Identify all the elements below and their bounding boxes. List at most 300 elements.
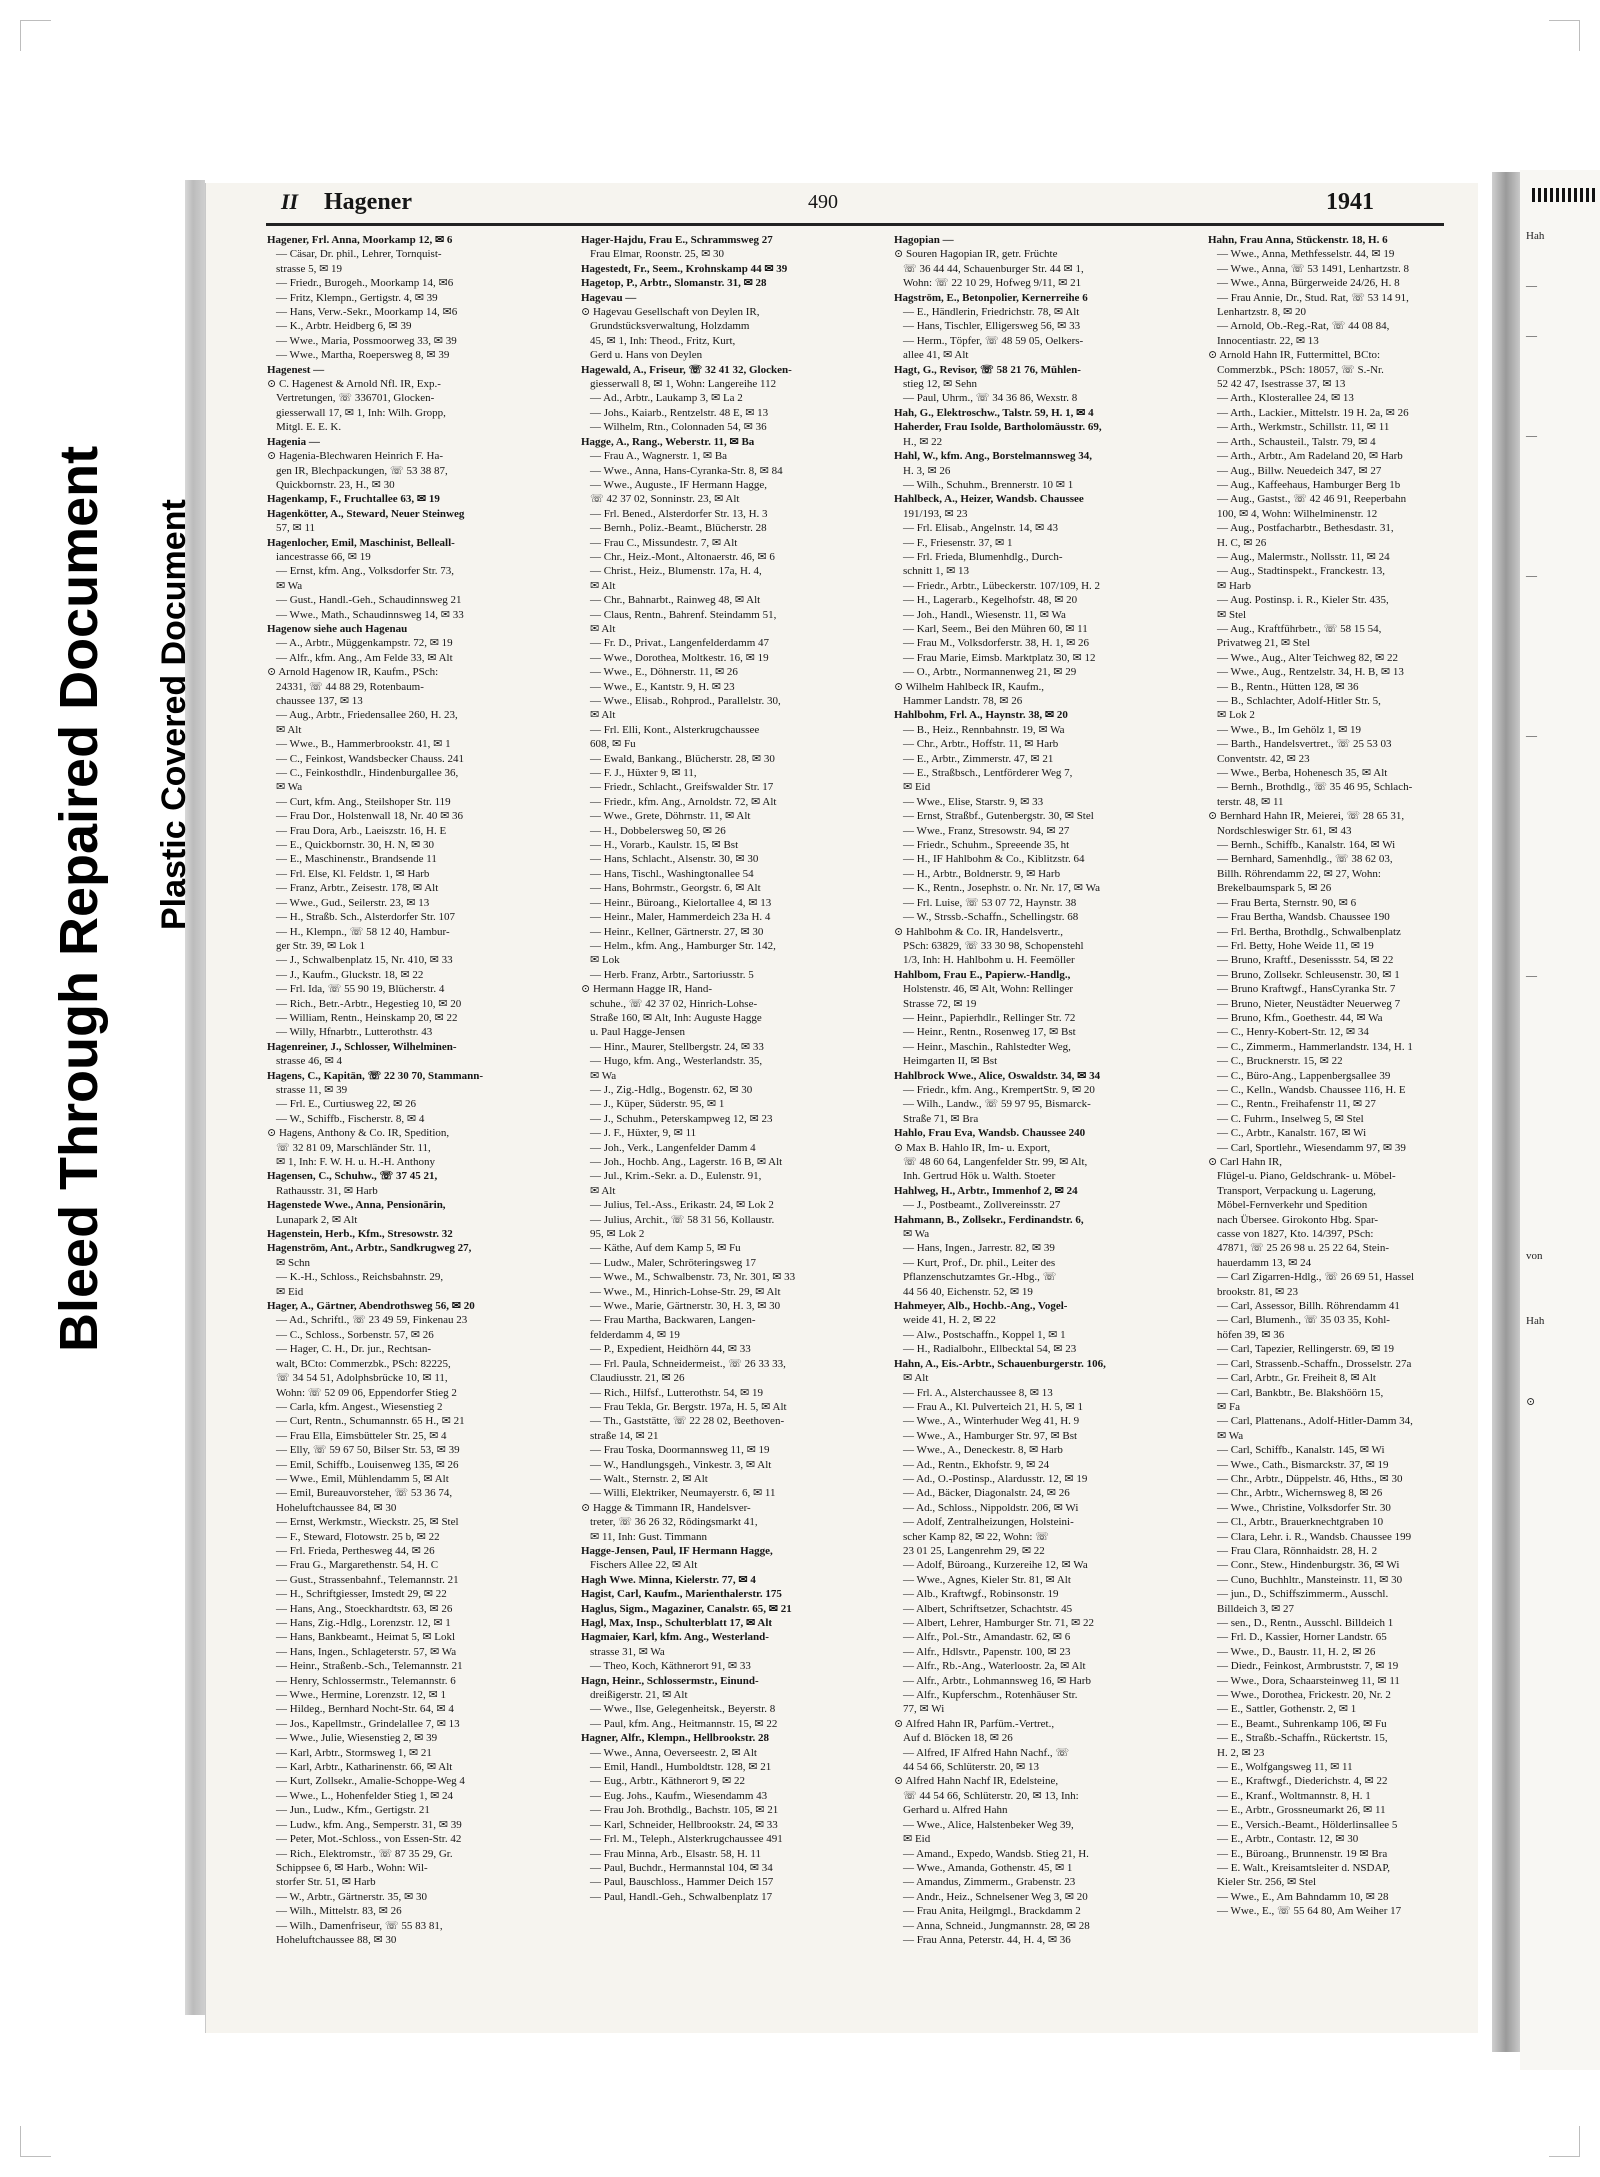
directory-entry: Hahmeyer, Alb., Hochb.-Ang., Vogel- xyxy=(894,1300,1068,1313)
directory-entry: Inh. Gertrud Hök u. Walth. Stoeter xyxy=(903,1170,1056,1183)
directory-entry: — Paul, Handl.-Geh., Schwalbenplatz 17 xyxy=(590,1890,773,1903)
directory-entry: — E., Kranf., Woltmannstr. 8, H. 1 xyxy=(1217,1789,1371,1802)
directory-entry: ✉ Eid xyxy=(903,1833,931,1846)
directory-entry: — Arth., Lackier., Mittelstr. 19 H. 2a, ✉ 26 xyxy=(1217,406,1409,419)
directory-entry: — Frau Joh. Brothdlg., Bachstr. 105, ✉ 21 xyxy=(590,1804,779,1817)
directory-entry: — Aug., Billw. Neuedeich 347, ✉ 27 xyxy=(1217,464,1382,477)
directory-entry: — Frl. Else, Kl. Feldstr. 1, ✉ Harb xyxy=(276,867,430,880)
directory-entry: — Wwe., Anna, ☏ 53 1491, Lenhartzstr. 8 xyxy=(1217,262,1409,275)
directory-entry: strasse 5, ✉ 19 xyxy=(276,262,343,275)
directory-entry: — Alfr., kfm. Ang., Am Felde 33, ✉ Alt xyxy=(276,651,453,664)
directory-entry: — C., Arbtr., Kanalstr. 167, ✉ Wi xyxy=(1217,1127,1367,1140)
directory-entry: — C., Brucknerstr. 15, ✉ 22 xyxy=(1217,1055,1343,1068)
directory-entry: — William, Rentn., Heinskamp 20, ✉ 22 xyxy=(276,1011,458,1024)
directory-entry: — J., Postbeamt., Zollvereinsstr. 27 xyxy=(903,1199,1061,1212)
directory-entry: 191/193, ✉ 23 xyxy=(903,507,968,520)
directory-entry: — Aug., Kraftführbetr., ☏ 58 15 54, xyxy=(1217,622,1382,635)
directory-entry: — Adolf, Zentralheizungen, Holsteini- xyxy=(903,1516,1074,1529)
directory-entry: schuhe., ☏ 42 37 02, Hinrich-Lohse- xyxy=(590,997,758,1010)
directory-entry: ✉ Wa xyxy=(1217,1429,1244,1442)
directory-entry: Mitgl. E. E. K. xyxy=(276,421,342,434)
directory-entry: Flügel-u. Piano, Geldschrank- u. Möbel- xyxy=(1217,1170,1396,1183)
directory-entry: — Frl. E., Curtiusweg 22, ✉ 26 xyxy=(276,1098,416,1111)
directory-entry: — K., Arbtr. Heidberg 6, ✉ 39 xyxy=(276,320,412,333)
directory-entry: — Bernh., Brothdlg., ☏ 35 46 95, Schlach- xyxy=(1217,781,1413,794)
directory-entry: Hagenkötter, A., Steward, Neuer Steinweg xyxy=(267,507,465,520)
page-title: Hagener xyxy=(324,189,412,215)
directory-entry: Billh. Röhrendamm 22, ✉ 27, Wohn: xyxy=(1217,867,1381,880)
directory-entry: — Wwe., Dorothea, Moltkestr. 16, ✉ 19 xyxy=(590,651,769,664)
directory-entry: — Wwe., Ilse, Gelegenheitsk., Beyerstr. 8 xyxy=(590,1703,776,1716)
directory-entry: — B., Heiz., Rennbahnstr. 19, ✉ Wa xyxy=(903,723,1065,736)
directory-entry: — Hans, Tischler, Elligersweg 56, ✉ 33 xyxy=(903,320,1081,333)
directory-entry: ⊙ Hagevau Gesellschaft von Deylen IR, xyxy=(581,306,760,319)
directory-entry: casse von 1827, Kto. 14/397, PSch: xyxy=(1217,1228,1374,1241)
directory-entry: Hagenow siehe auch Hagenau xyxy=(267,622,408,635)
directory-entry: Hammer Landstr. 78, ✉ 26 xyxy=(903,695,1023,707)
directory-entry: — Wwe., Aug., Alter Teichweg 82, ✉ 22 xyxy=(1217,651,1398,664)
directory-entry: ✉ Wa xyxy=(903,1228,930,1241)
directory-entry: — Wwe., Marie, Gärtnerstr. 30, H. 3, ✉ 30 xyxy=(590,1300,781,1313)
directory-entry: — Wwe., Amanda, Gothenstr. 45, ✉ 1 xyxy=(903,1861,1073,1874)
directory-entry: ⊙ Hagge & Timmann IR, Handelsver- xyxy=(581,1501,751,1514)
directory-entry: Hahl, W., kfm. Ang., Borstelmannsweg 34, xyxy=(894,450,1093,463)
directory-entry: Hagge-Jensen, Paul, IF Hermann Hagge, xyxy=(581,1544,773,1557)
directory-entry: — Carla, kfm. Angest., Wiesenstieg 2 xyxy=(276,1400,443,1413)
directory-entry: — Wwe., E., Am Bahndamm 10, ✉ 28 xyxy=(1217,1890,1389,1903)
directory-entry: — F. J., Hüxter 9, ✉ 11, xyxy=(590,767,697,780)
directory-entry: — Wwe., Alice, Halstenbeker Weg 39, xyxy=(903,1818,1074,1831)
directory-entry: Hagt, G., Revisor, ☏ 58 21 76, Mühlen- xyxy=(894,363,1081,376)
directory-entry: Brekelbaumspark 5, ✉ 26 xyxy=(1217,882,1332,895)
directory-entry: — Wwe., Aug., Rentzelstr. 34, H. B, ✉ 13 xyxy=(1217,666,1404,679)
plastic-covered-label: Plastic Covered Document xyxy=(155,499,193,930)
directory-entry: Quickbornstr. 23, H., ✉ 30 xyxy=(276,478,395,491)
directory-entry: — Alw., Postschaffn., Koppel 1, ✉ 1 xyxy=(903,1328,1066,1341)
directory-entry: Hagenia — xyxy=(267,435,320,448)
directory-entry: — E., Beamt., Suhrenkamp 106, ✉ Fu xyxy=(1217,1717,1387,1730)
directory-entry: Hahlo, Frau Eva, Wandsb. Chaussee 240 xyxy=(894,1127,1086,1140)
directory-entry: gen IR, Blechpackungen, ☏ 53 38 87, xyxy=(276,464,448,477)
directory-entry: ⊙ Alfred Hahn Nachf IR, Edelsteine, xyxy=(894,1775,1059,1788)
directory-entry: — Hugo, kfm. Ang., Westerlandstr. 35, xyxy=(590,1055,763,1068)
directory-entry: — Rich., Betr.-Arbtr., Hegestieg 10, ✉ 20 xyxy=(276,997,462,1010)
directory-entry: — B., Rentn., Hütten 128, ✉ 36 xyxy=(1217,680,1359,693)
directory-entry: — A., Arbtr., Müggenkampstr. 72, ✉ 19 xyxy=(276,637,453,650)
directory-entry: ⊙ C. Hagenest & Arnold Nfl. IR, Exp.- xyxy=(267,378,441,391)
directory-entry: — Ad., Rentn., Ekhofstr. 9, ✉ 24 xyxy=(903,1458,1050,1471)
directory-entry: — Carl, Schiffb., Kanalstr. 145, ✉ Wi xyxy=(1217,1444,1385,1457)
directory-entry: — W., Strssb.-Schaffn., Schellingstr. 68 xyxy=(903,911,1079,924)
directory-entry: 77, ✉ Wi xyxy=(903,1703,945,1716)
directory-entry: — Bruno, Kraftf., Desenissstr. 54, ✉ 22 xyxy=(1217,954,1394,967)
directory-entry: — Frau Dor., Holstenwall 18, Nr. 40 ✉ 36 xyxy=(276,810,464,823)
directory-entry: — Frau A., Wagnerstr. 1, ✉ Ba xyxy=(590,450,728,463)
directory-entry: — Wwe., B., Im Gehölz 1, ✉ 19 xyxy=(1217,723,1362,736)
directory-entry: — Chr., Arbtr., Wichernsweg 8, ✉ 26 xyxy=(1217,1487,1383,1500)
directory-entry: — E., Quickbornstr. 30, H. N, ✉ 30 xyxy=(276,839,435,852)
directory-entry: ✉ Schn xyxy=(276,1256,310,1269)
directory-entry: 52 42 47, Isestrasse 37, ✉ 13 xyxy=(1217,378,1346,391)
directory-entry: — Diedr., Feinkost, Armbruststr. 7, ✉ 19 xyxy=(1217,1660,1399,1673)
directory-entry: — C., Kelln., Wandsb. Chaussee 116, H. E xyxy=(1217,1083,1406,1096)
directory-entry: terstr. 48, ✉ 11 xyxy=(1217,795,1284,808)
directory-entry: ✉ Alt xyxy=(590,1184,616,1197)
page-fold-shadow xyxy=(1492,172,1520,2052)
directory-entry: — Emil, Schiffb., Louisenweg 135, ✉ 26 xyxy=(276,1458,459,1471)
directory-entry: — Frau Toska, Doormannsweg 11, ✉ 19 xyxy=(590,1444,770,1457)
directory-entry: ✉ Eid xyxy=(276,1285,304,1298)
directory-entry: Hoheluftchaussee 84, ✉ 30 xyxy=(276,1501,397,1514)
directory-entry: Fischers Allee 22, ✉ Alt xyxy=(590,1559,698,1572)
directory-entry: — J., Schwalbenplatz 15, Nr. 410, ✉ 33 xyxy=(276,954,453,967)
directory-entry: ✉ Lok xyxy=(590,954,620,967)
directory-entry: — Conr., Stew., Hindenburgstr. 36, ✉ Wi xyxy=(1217,1559,1400,1572)
directory-entry: — Peter, Mot.-Schloss., von Essen-Str. 42 xyxy=(276,1833,462,1846)
directory-entry: ✉ Fa xyxy=(1217,1400,1240,1413)
directory-entry: ☏ 32 81 09, Marschländer Str. 11, xyxy=(276,1141,431,1154)
directory-entry: Lunapark 2, ✉ Alt xyxy=(276,1213,358,1226)
directory-entry: — Frl. Paula, Schneidermeist., ☏ 26 33 33, xyxy=(590,1357,786,1370)
directory-entry: ger Str. 39, ✉ Lok 1 xyxy=(276,939,365,952)
directory-entry: — Cl., Arbtr., Brauerknechtgraben 10 xyxy=(1217,1516,1384,1529)
directory-entry: ☏ 48 60 64, Langenfelder Str. 99, ✉ Alt, xyxy=(903,1156,1088,1168)
next-page-fragment xyxy=(1520,170,1600,2070)
directory-entry: Commerzbk., PSch: 18057, ☏ S.-Nr. xyxy=(1217,363,1384,376)
directory-entry: Vertretungen, ☏ 336701, Glocken- xyxy=(276,392,435,405)
directory-entry: Hagist, Carl, Kaufm., Marienthalerstr. 175 xyxy=(581,1588,782,1601)
directory-entry: — Curt, kfm. Ang., Steilshoper Str. 119 xyxy=(276,795,451,808)
directory-entry: Hagenlocher, Emil, Maschinist, Belleall- xyxy=(267,536,455,549)
directory-entry: — Frl. A., Alsterchaussee 8, ✉ 13 xyxy=(903,1386,1053,1399)
directory-entry: — E., Straßbsch., Lentförderer Weg 7, xyxy=(903,767,1073,780)
directory-entry: — Arth., Schausteil., Talstr. 79, ✉ 4 xyxy=(1217,435,1376,448)
page-header xyxy=(206,183,1478,227)
directory-entry: — Wwe., A., Winterhuder Weg 41, H. 9 xyxy=(903,1415,1080,1428)
directory-entry: — Adolf, Büroang., Kurzereihe 12, ✉ Wa xyxy=(903,1559,1088,1572)
directory-entry: — Frau Bertha, Wandsb. Chaussee 190 xyxy=(1217,911,1390,924)
directory-entry: Frau Elmar, Roonstr. 25, ✉ 30 xyxy=(590,248,725,261)
directory-entry: — Frl. Elisab., Angelnstr. 14, ✉ 43 xyxy=(903,522,1058,535)
directory-entry: — Carl, Sportlehr., Wiesendamm 97, ✉ 39 xyxy=(1217,1141,1406,1154)
directory-entry: — Wilh., Landw., ☏ 59 97 95, Bismarck- xyxy=(903,1098,1091,1111)
directory-entry: Straße 160, ✉ Alt, Inh: Auguste Hagge xyxy=(590,1011,762,1024)
directory-entry: — H., Dobbelersweg 50, ✉ 26 xyxy=(590,824,726,837)
directory-entry: ⊙ Souren Hagopian IR, getr. Früchte xyxy=(894,248,1058,261)
directory-entry: — Wwe., Agnes, Kieler Str. 81, ✉ Alt xyxy=(903,1573,1071,1586)
directory-entry: H. C, ✉ 26 xyxy=(1217,536,1267,549)
directory-entry: H., ✉ 22 xyxy=(903,435,943,448)
directory-entry: — Kurt, Prof., Dr. phil., Leiter des xyxy=(903,1256,1056,1269)
directory-entry: — Carl, Bankbtr., Be. Blakshöörn 15, xyxy=(1217,1386,1384,1399)
directory-entry: — Barth., Handelsvertret., ☏ 25 53 03 xyxy=(1217,738,1392,751)
directory-entry: ⊙ Arnold Hagenow IR, Kaufm., PSch: xyxy=(267,666,439,679)
directory-entry: — Joh., Handl., Wiesenstr. 11, ✉ Wa xyxy=(903,608,1066,621)
directory-entry: ✉ Alt xyxy=(590,579,616,592)
directory-entry: — Arth., Werkmstr., Schillstr. 11, ✉ 11 xyxy=(1217,421,1390,434)
directory-entry: — Frau Martha, Backwaren, Langen- xyxy=(590,1314,756,1327)
directory-entry: — Ad., O.-Postinsp., Alardusstr. 12, ✉ 19 xyxy=(903,1472,1088,1485)
directory-entry: — Aug., Postfacharbtr., Bethesdastr. 31, xyxy=(1217,522,1394,535)
directory-entry: Auf d. Blöcken 18, ✉ 26 xyxy=(903,1732,1013,1745)
directory-entry: — Frl. M., Teleph., Alsterkrugchaussee 491 xyxy=(590,1833,783,1846)
directory-entry: ✉ Eid xyxy=(903,781,931,794)
directory-entry: — Aug. Postinsp. i. R., Kieler Str. 435, xyxy=(1217,594,1389,607)
directory-entry: — Heinr., Kellner, Gärtnerstr. 27, ✉ 30 xyxy=(590,925,764,938)
directory-entry: — Käthe, Auf dem Kamp 5, ✉ Fu xyxy=(590,1242,741,1255)
directory-entry: Innocentiastr. 22, ✉ 13 xyxy=(1217,334,1319,347)
directory-entry: — Carl, Arbtr., Gr. Freiheit 8, ✉ Alt xyxy=(1217,1372,1376,1385)
directory-entry: 57, ✉ 11 xyxy=(276,522,316,535)
directory-entry: — Paul, Uhrm., ☏ 34 36 86, Wexstr. 8 xyxy=(903,392,1078,405)
directory-entry: Hagh Wwe. Minna, Kielerstr. 77, ✉ 4 xyxy=(581,1573,756,1586)
directory-entry: Hagmaier, Karl, kfm. Ang., Westerland- xyxy=(581,1631,769,1644)
directory-entry: — Theo, Koch, Käthnerort 91, ✉ 33 xyxy=(590,1660,751,1673)
directory-entry: — Alfr., Kupferschm., Rotenhäuser Str. xyxy=(903,1689,1078,1702)
crop-mark xyxy=(20,2126,51,2157)
directory-entry: — Friedr., kfm. Ang., KrempertStr. 9, ✉ 20 xyxy=(903,1083,1095,1096)
directory-entry: — Hans, Ingen., Jarrestr. 82, ✉ 39 xyxy=(903,1242,1055,1255)
next-page-header-bar xyxy=(1532,188,1598,202)
directory-entry: höfen 39, ✉ 36 xyxy=(1217,1328,1285,1341)
directory-entry: ✉ Alt xyxy=(276,723,302,736)
directory-entry: — Willy, Hfnarbtr., Lutterothstr. 43 xyxy=(276,1026,433,1039)
directory-entry: — E. Walt., Kreisamtsleiter d. NSDAP, xyxy=(1217,1861,1391,1874)
directory-entry: ✉ Wa xyxy=(590,1069,617,1082)
directory-entry: — J. F., Hüxter, 9, ✉ 11 xyxy=(590,1127,697,1140)
directory-entry: Haherder, Frau Isolde, Bartholomäusstr. 69, xyxy=(894,421,1102,434)
directory-entry: — Herm., Töpfer, ☏ 48 59 05, Oelkers- xyxy=(903,334,1084,347)
directory-entry: — Ernst, kfm. Ang., Volksdorfer Str. 73, xyxy=(276,565,455,578)
directory-entry: — Frl. Luise, ☏ 53 07 72, Haynstr. 38 xyxy=(903,896,1077,909)
directory-entry: — E., Händlerin, Friedrichstr. 78, ✉ Alt xyxy=(903,306,1080,319)
directory-entry: — Gust., Strassenbahnf., Telemannstr. 21 xyxy=(276,1573,459,1586)
next-page-line: — xyxy=(1526,570,1537,582)
directory-entry: Hagopian — xyxy=(894,234,954,246)
directory-entry: Hahlbeck, A., Heizer, Wandsb. Chaussee xyxy=(894,493,1084,506)
directory-entry: — E., Sattler, Gothenstr. 2, ✉ 1 xyxy=(1217,1703,1357,1716)
directory-entry: — Wwe., Anna, Methfesselstr. 44, ✉ 19 xyxy=(1217,248,1395,261)
directory-entry: — C., Feinkosthdlr., Hindenburgallee 36, xyxy=(276,767,459,780)
directory-entry: — Bruno Kraftwgf., HansCyranka Str. 7 xyxy=(1217,983,1396,996)
directory-entry: 95, ✉ Lok 2 xyxy=(590,1228,645,1241)
directory-entry: — K.-H., Schloss., Reichsbahnstr. 29, xyxy=(276,1271,444,1284)
directory-entry: — Hans, Ingen., Schlageterstr. 57, ✉ Wa xyxy=(276,1645,457,1658)
next-page-line: von xyxy=(1526,1250,1543,1262)
directory-entry: ⊙ Arnold Hahn IR, Futtermittel, BCto: xyxy=(1208,349,1381,362)
directory-entry: ✉ Alt xyxy=(590,622,616,635)
directory-entry: — Wilhelm, Rtn., Colonnaden 54, ✉ 36 xyxy=(590,421,767,434)
directory-entry: — Heinr., Straßenb.-Sch., Telemannstr. 21 xyxy=(276,1660,463,1673)
directory-entry: ✉ Wa xyxy=(276,781,303,794)
directory-entry: ⊙ Hermann Hagge IR, Hand- xyxy=(581,983,713,996)
directory-entry: Hagl, Max, Insp., Schulterblatt 17, ✉ Alt xyxy=(581,1617,773,1629)
directory-entry: — Ludw., Maler, Schröteringsweg 17 xyxy=(590,1256,756,1269)
directory-entry: — H., Straßb. Sch., Alsterdorfer Str. 107 xyxy=(276,911,456,924)
directory-entry: — Ad., Bäcker, Diagonalstr. 24, ✉ 26 xyxy=(903,1487,1070,1500)
directory-entry: — Wwe., Cath., Bismarckstr. 37, ✉ 19 xyxy=(1217,1458,1389,1471)
directory-entry: Hoheluftchaussee 88, ✉ 30 xyxy=(276,1933,397,1946)
directory-entry: — Amandus, Zimmerm., Grabenstr. 23 xyxy=(903,1876,1076,1889)
directory-entry: Kieler Str. 256, ✉ Stel xyxy=(1217,1876,1317,1889)
directory-entry: Hahn, Frau Anna, Stückenstr. 18, H. 6 xyxy=(1208,234,1388,246)
directory-entry: — Kurt, Zollsekr., Amalie-Schoppe-Weg 4 xyxy=(276,1775,465,1788)
directory-entry: felderdamm 4, ✉ 19 xyxy=(590,1328,680,1341)
directory-entry: — jun., D., Schiffszimmerm., Ausschl. xyxy=(1217,1588,1389,1601)
directory-entry: — Ewald, Bankang., Blücherstr. 28, ✉ 30 xyxy=(590,752,775,765)
directory-entry: — Frl. Frieda, Perthesweg 44, ✉ 26 xyxy=(276,1544,435,1557)
directory-entry: — Frl. Betty, Hohe Weide 11, ✉ 19 xyxy=(1217,939,1374,952)
header-rule xyxy=(266,223,1444,226)
directory-entry: — Frau Clara, Rönnhaidstr. 28, H. 2 xyxy=(1217,1544,1378,1557)
directory-entry: — Carl, Assessor, Billh. Röhrendamm 41 xyxy=(1217,1300,1400,1313)
directory-entry: Hagenström, Ant., Arbtr., Sandkrugweg 27, xyxy=(267,1242,472,1255)
directory-entry: — Wwe., A., Deneckestr. 8, ✉ Harb xyxy=(903,1444,1063,1457)
directory-entry: Wohn: ☏ 22 10 29, Hofweg 9/11, ✉ 21 xyxy=(903,277,1082,290)
directory-entry: — Paul, Buchdr., Hermannstal 104, ✉ 34 xyxy=(590,1861,773,1874)
directory-entry: Hagström, E., Betonpolier, Kernerreihe 6 xyxy=(894,291,1088,304)
directory-entry: — Walt., Sternstr. 2, ✉ Alt xyxy=(590,1472,708,1485)
directory-column-4 xyxy=(1208,233,1444,2023)
directory-entry: ☏ 42 37 02, Sonninstr. 23, ✉ Alt xyxy=(590,493,740,506)
directory-entry: — Wwe., Gud., Seilerstr. 23, ✉ 13 xyxy=(276,896,430,909)
directory-entry: — F., Friesenstr. 37, ✉ 1 xyxy=(903,536,1013,549)
directory-entry: — W., Schiffb., Fischerstr. 8, ✉ 4 xyxy=(276,1112,425,1125)
directory-entry: Hagevau — xyxy=(581,291,637,304)
directory-entry: — Frau Anna, Peterstr. 44, H. 4, ✉ 36 xyxy=(903,1933,1071,1946)
directory-entry: ☏ 36 44 44, Schauenburger Str. 44 ✉ 1, xyxy=(903,262,1084,275)
directory-entry: Hager-Hajdu, Frau E., Schrammsweg 27 xyxy=(581,234,773,246)
directory-entry: Hah, G., Elektroschw., Talstr. 59, H. 1, ✉ 4 xyxy=(894,406,1094,419)
directory-column-1 xyxy=(267,233,567,2023)
directory-entry: chaussee 137, ✉ 13 xyxy=(276,695,363,707)
next-page-line: — xyxy=(1526,330,1537,342)
directory-entry: Straße 71, ✉ Bra xyxy=(903,1112,979,1125)
directory-entry: — Alb., Kraftwgf., Robinsonstr. 19 xyxy=(903,1588,1059,1601)
directory-entry: 24331, ☏ 44 88 29, Rotenbaum- xyxy=(276,680,424,693)
directory-entry: — Bruno, Nieter, Neustädter Neuerweg 7 xyxy=(1217,997,1401,1010)
directory-entry: Hahmann, B., Zollsekr., Ferdinandstr. 6, xyxy=(894,1213,1084,1226)
directory-entry: — Fritz, Klempn., Gertigstr. 4, ✉ 39 xyxy=(276,291,438,304)
directory-entry: — Frl. Elli, Kont., Alsterkrugchaussee xyxy=(590,723,760,736)
directory-entry: — C., Feinkost, Wandsbecker Chauss. 241 xyxy=(276,752,465,765)
directory-entry: straße 14, ✉ 21 xyxy=(590,1429,659,1442)
directory-column-2 xyxy=(581,233,881,2023)
directory-entry: — H., Arbtr., Boldnerstr. 9, ✉ Harb xyxy=(903,867,1061,880)
directory-entry: — Hildeg., Bernhard Nocht-Str. 64, ✉ 4 xyxy=(276,1703,454,1716)
directory-entry: Hahlbohm, Frl. A., Haynstr. 38, ✉ 20 xyxy=(894,709,1068,722)
directory-entry: — Heinr., Maler, Hammerdeich 23a H. 4 xyxy=(590,911,771,924)
directory-entry: u. Paul Hagge-Jensen xyxy=(590,1026,686,1039)
directory-entry: Hagewald, A., Friseur, ☏ 32 41 32, Glocken- xyxy=(581,363,792,376)
scan-binding-shadow xyxy=(185,180,205,2015)
directory-entry: ⊙ Carl Hahn IR, xyxy=(1208,1156,1282,1168)
directory-entry: schnitt 1, ✉ 13 xyxy=(903,565,970,578)
directory-entry: walt, BCto: Commerzbk., PSch: 82225, xyxy=(276,1357,451,1370)
directory-entry: — Hans, Ang., Stoeckhardtstr. 63, ✉ 26 xyxy=(276,1602,453,1615)
directory-entry: ☏ 44 54 66, Schlüterstr. 20, ✉ 13, Inh: xyxy=(903,1789,1079,1802)
directory-entry: — Gust., Handl.-Geh., Schaudinnsweg 21 xyxy=(276,594,462,607)
directory-entry: scher Kamp 82, ✉ 22, Wohn: ☏ xyxy=(903,1530,1049,1543)
next-page-line: Hah xyxy=(1526,230,1545,242)
directory-entry: — Wwe., Anna, Bürgerweide 24/26, H. 8 xyxy=(1217,277,1400,290)
directory-entry: — Frau Berta, Sternstr. 90, ✉ 6 xyxy=(1217,896,1357,909)
directory-entry: ✉ 1, Inh: F. W. H. u. H.-H. Anthony xyxy=(276,1156,435,1168)
directory-entry: H. 2, ✉ 23 xyxy=(1217,1746,1265,1759)
directory-entry: — H., Radialbohr., Ellbecktal 54, ✉ 23 xyxy=(903,1343,1077,1356)
section-number: II xyxy=(281,189,299,214)
directory-entry: — J., Kaufm., Gluckstr. 18, ✉ 22 xyxy=(276,968,424,981)
directory-entry: ✉ 11, Inh: Gust. Timmann xyxy=(590,1530,707,1543)
directory-entry: ✉ Alt xyxy=(903,1372,929,1385)
directory-entry: ⊙ Bernhard Hahn IR, Meierei, ☏ 28 65 31, xyxy=(1208,810,1405,823)
crop-mark xyxy=(20,20,51,51)
directory-entry: — Emil, Bureauvorsteher, ☏ 53 36 74, xyxy=(276,1487,453,1500)
directory-entry: — Wwe., Christine, Volksdorfer Str. 30 xyxy=(1217,1501,1391,1514)
directory-entry: — sen., D., Rentn., Ausschl. Billdeich 1 xyxy=(1217,1617,1394,1629)
directory-entry: — Ernst, Straßbf., Gutenbergstr. 30, ✉ Stel xyxy=(903,810,1094,823)
directory-entry: — Rich., Elektromstr., ☏ 87 35 29, Gr. xyxy=(276,1847,453,1860)
directory-entry: 45, ✉ 1, Inh: Theod., Fritz, Kurt, xyxy=(590,334,736,347)
directory-entry: — Hans, Schlacht., Alsenstr. 30, ✉ 30 xyxy=(590,853,759,866)
directory-entry: Hagenkamp, F., Fruchtallee 63, ✉ 19 xyxy=(267,493,440,506)
directory-entry: Wohn: ☏ 52 09 06, Eppendorfer Stieg 2 xyxy=(276,1386,457,1399)
directory-entry: — Johs., Kaiarb., Rentzelstr. 48 E, ✉ 13 xyxy=(590,406,769,419)
directory-entry: Pflanzenschutzamtes Gr.-Hbg., ☏ xyxy=(903,1271,1057,1284)
directory-entry: — Carl, Strassenb.-Schaffn., Drosselstr. 27a xyxy=(1217,1357,1412,1370)
crop-mark xyxy=(1549,2126,1580,2157)
directory-entry: brookstr. 81, ✉ 23 xyxy=(1217,1285,1299,1298)
next-page-line: Hah xyxy=(1526,1315,1545,1327)
directory-entry: — Hans, Bankbeamt., Heimat 5, ✉ Lokl xyxy=(276,1631,456,1644)
directory-entry: — C., Henry-Kobert-Str. 12, ✉ 34 xyxy=(1217,1026,1369,1039)
directory-entry: — Carl, Plattenans., Adolf-Hitler-Damm 34, xyxy=(1217,1415,1413,1428)
directory-entry: ✉ Alt xyxy=(590,709,616,722)
directory-entry: — J., Schuhm., Peterskampweg 12, ✉ 23 xyxy=(590,1112,773,1125)
directory-entry: — Rich., Hilfsf., Lutterothstr. 54, ✉ 19 xyxy=(590,1386,763,1399)
directory-entry: — Carl, Blumenh., ☏ 35 03 35, Kohl- xyxy=(1217,1314,1390,1327)
directory-entry: — Ad., Arbtr., Laukamp 3, ✉ La 2 xyxy=(590,392,743,405)
directory-entry: — Jul., Krim.-Sekr. a. D., Eulenstr. 91, xyxy=(590,1170,762,1183)
directory-entry: — Frau Dora, Arb., Laeiszstr. 16, H. E xyxy=(276,824,447,837)
directory-entry: — E., Wolfgangsweg 11, ✉ 11 xyxy=(1217,1761,1353,1774)
directory-entry: Schippsee 6, ✉ Harb., Wohn: Wil- xyxy=(276,1861,428,1874)
directory-entry: — Wwe., B., Hammerbrookstr. 41, ✉ 1 xyxy=(276,738,451,751)
directory-entry: giesserwall 17, ✉ 1, Inh: Wilh. Gropp, xyxy=(276,406,446,419)
directory-entry: — Bernh., Poliz.-Beamt., Blücherstr. 28 xyxy=(590,522,767,535)
directory-entry: — C. Fuhrm., Inselweg 5, ✉ Stel xyxy=(1217,1112,1364,1125)
directory-entry: H. 3, ✉ 26 xyxy=(903,464,951,477)
directory-entry: — Bernh., Schiffb., Kanalstr. 164, ✉ Wi xyxy=(1217,839,1396,852)
directory-entry: — C., Schloss., Sorbenstr. 57, ✉ 26 xyxy=(276,1328,434,1341)
directory-entry: — Alfr., Hdlsvtr., Papenstr. 100, ✉ 23 xyxy=(903,1645,1071,1658)
directory-entry: Hahlbrock Wwe., Alice, Oswaldstr. 34, ✉ 34 xyxy=(894,1069,1101,1082)
directory-entry: — E., Arbtr., Grossneumarkt 26, ✉ 11 xyxy=(1217,1804,1386,1817)
directory-entry: — Julius, Tel.-Ass., Erikastr. 24, ✉ Lok 2 xyxy=(590,1199,774,1212)
directory-entry: Hager, A., Gärtner, Abendrothsweg 56, ✉ 20 xyxy=(267,1300,475,1313)
directory-entry: — Anna, Schneid., Jungmannstr. 28, ✉ 28 xyxy=(903,1919,1090,1932)
directory-entry: — F., Steward, Flotowstr. 25 b, ✉ 22 xyxy=(276,1530,440,1543)
directory-entry: Lenhartzstr. 8, ✉ 20 xyxy=(1217,306,1306,319)
directory-entry: — Carl Zigarren-Hdlg., ☏ 26 69 51, Hassel xyxy=(1217,1271,1415,1284)
directory-entry: — Frau Ella, Eimsbütteler Str. 25, ✉ 4 xyxy=(276,1429,447,1442)
directory-entry: Heimgarten II, ✉ Bst xyxy=(903,1055,998,1068)
directory-entry: weide 41, H. 2, ✉ 22 xyxy=(903,1314,996,1327)
directory-entry: Hagenstein, Herb., Kfm., Stresowstr. 32 xyxy=(267,1228,453,1241)
directory-entry: — Wwe., Auguste., IF Hermann Hagge, xyxy=(590,478,767,491)
directory-entry: — Wwe., Math., Schaudinnsweg 14, ✉ 33 xyxy=(276,608,464,621)
next-page-line: — xyxy=(1526,280,1537,292)
